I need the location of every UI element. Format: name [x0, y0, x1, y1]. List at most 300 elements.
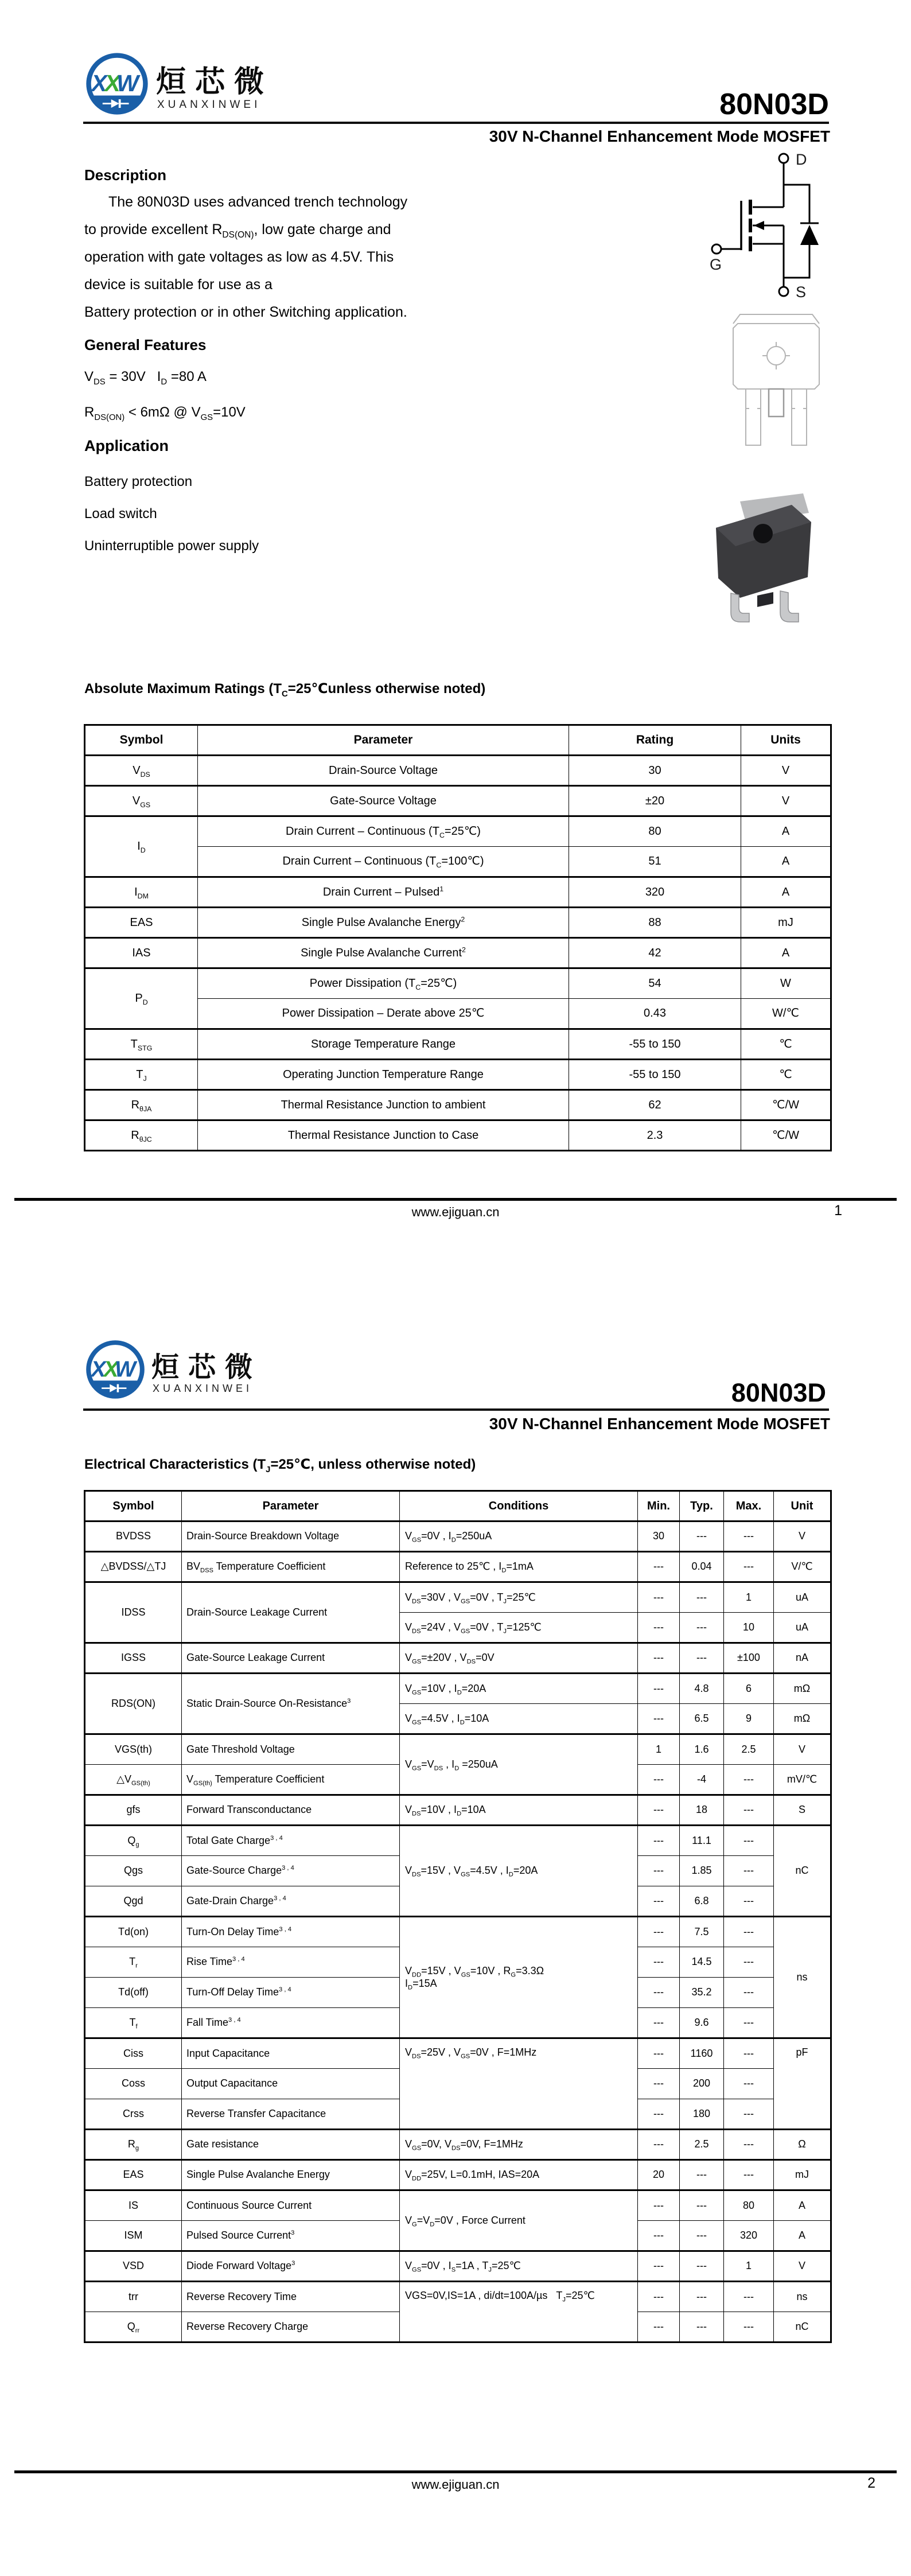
table-cell: --- — [638, 1978, 680, 2008]
column-header: Parameter — [198, 725, 569, 756]
table-cell: --- — [724, 2160, 774, 2190]
table-cell: Drain-Source Leakage Current — [182, 1582, 400, 1643]
logo-letter: X — [91, 1357, 106, 1382]
table-row — [85, 2130, 831, 2160]
table-cell: Drain Current – Continuous $(T_C=100℃)$ — [198, 847, 569, 877]
table-cell: --- — [638, 1826, 680, 1856]
table-cell: Turn-On Delay Time$^{3 , 4}$ — [182, 1917, 400, 1947]
table-cell: Gate Threshold Voltage — [182, 1734, 400, 1765]
table-cell: Output Capacitance — [182, 2069, 400, 2099]
table-cell: RDS(ON) — [85, 1674, 182, 1734]
table-cell: --- — [638, 2190, 680, 2221]
part-number: 80N03D — [719, 88, 829, 121]
table-cell: Gate-Source Leakage Current — [182, 1643, 400, 1674]
table-cell: △BVDSS/△TJ — [85, 1552, 182, 1582]
electrical-characteristics-table — [84, 1490, 832, 2343]
table-cell: 9.6 — [680, 2008, 724, 2038]
table-cell: Storage Temperature Range — [198, 1029, 569, 1060]
column-header: Symbol — [85, 725, 198, 756]
table-cell: $V_{GS}=0V$, $V_{DS}=0V$, F=1MHz — [400, 2130, 638, 2160]
table-header-row — [85, 1491, 831, 1522]
table-cell: 2.5 — [680, 2130, 724, 2160]
brand-name-cn: 烜芯微 — [156, 65, 274, 99]
table-cell: --- — [724, 1886, 774, 1917]
table-cell: --- — [724, 2312, 774, 2342]
table-row — [85, 1120, 831, 1151]
table-cell: Gate resistance — [182, 2130, 400, 2160]
column-header: Parameter — [182, 1491, 400, 1522]
table-cell: IGSS — [85, 1643, 182, 1674]
column-header: Units — [741, 725, 831, 756]
table-cell: --- — [724, 1522, 774, 1552]
table-cell: $V_{GS}$ — [85, 786, 198, 816]
general-features-heading: General Features — [84, 336, 207, 353]
xxw-logo-icon — [85, 1339, 146, 1400]
table-cell: Fall Time$^{3 , 4}$ — [182, 2008, 400, 2038]
table-cell: 30 — [569, 756, 741, 786]
table-cell: VGS(th) — [85, 1734, 182, 1765]
table-cell: ℃/W — [741, 1120, 831, 1151]
table-cell: --- — [638, 1674, 680, 1704]
table-cell: V — [741, 756, 831, 786]
table-row — [85, 816, 831, 847]
table-cell: IS — [85, 2190, 182, 2221]
table-cell: 200 — [680, 2069, 724, 2099]
table-cell: 1 — [724, 2251, 774, 2282]
table-cell: --- — [680, 2251, 724, 2282]
package-outline-drawing — [716, 310, 834, 450]
xxw-logo-icon — [85, 52, 149, 116]
table-cell: Td(off) — [85, 1978, 182, 2008]
electrical-characteristics-heading: Electrical Characteristics ($T_J=25℃$, unless otherwise noted) — [84, 1457, 476, 1474]
table-cell: $T_J$ — [85, 1060, 198, 1090]
feature-line: $R_{DS(ON)} < 6m\Omega$ @ $V_{GS}=10V$ — [84, 404, 246, 422]
table-cell: ns — [774, 2282, 831, 2312]
table-cell: --- — [638, 1947, 680, 1978]
table-cell: ±20 — [569, 786, 741, 816]
table-cell: ℃ — [741, 1029, 831, 1060]
brand-name-cn: 烜芯微 — [151, 1352, 262, 1383]
footer-rule — [14, 2470, 897, 2473]
table-cell: 6 — [724, 1674, 774, 1704]
body-diode-icon — [800, 225, 819, 245]
table-row — [85, 1795, 831, 1826]
table-cell: 35.2 — [680, 1978, 724, 2008]
table-cell: Continuous Source Current — [182, 2190, 400, 2221]
table-cell: --- — [638, 1795, 680, 1826]
table-cell: --- — [724, 1826, 774, 1856]
table-cell: Static Drain-Source On-Resistance$^3$ — [182, 1674, 400, 1734]
feature-line: $V_{DS} = 30V$ $I_D =80$ A — [84, 369, 207, 387]
terminal-label-gate: G — [710, 256, 722, 273]
table-cell: nC — [774, 2312, 831, 2342]
description-paragraph — [84, 188, 407, 326]
abs-max-ratings-table — [84, 724, 832, 1151]
table-cell: ISM — [85, 2221, 182, 2251]
table-cell: --- — [680, 2312, 724, 2342]
table-cell: $R_{\theta JA}$ — [85, 1090, 198, 1120]
table-cell: V — [741, 786, 831, 816]
table-cell: $V_{DS}=15V$ , $V_{GS}=4.5V$ , $I_D=20A$ — [400, 1826, 638, 1917]
table-cell: $T_f$ — [85, 2008, 182, 2038]
logo-letter: W — [115, 1357, 136, 1382]
table-cell: --- — [638, 1582, 680, 1613]
table-row — [85, 1552, 831, 1582]
table-cell: 9 — [724, 1704, 774, 1734]
table-row — [85, 1029, 831, 1060]
table-cell: --- — [638, 1704, 680, 1734]
table-cell: 2.5 — [724, 1734, 774, 1765]
table-cell: $V_{DD}=15V$ , $V_{GS}=10V$ , $R_G=3.3\Omega$ $I_D=15A$ — [400, 1917, 638, 2038]
table-cell: $V_{DS}=30V$ , $V_{GS}=0V$ , $T_J=25℃$ — [400, 1582, 638, 1613]
table-cell: $Q_g$ — [85, 1826, 182, 1856]
table-row — [85, 1090, 831, 1120]
table-cell: Drain Current – Continuous $(T_C=25℃)$ — [198, 816, 569, 847]
table-cell: $V_{GS}=V_{DS}$ , $I_D =250uA$ — [400, 1734, 638, 1795]
description-heading: Description — [84, 166, 167, 184]
table-cell: 1.6 — [680, 1734, 724, 1765]
table-cell: 51 — [569, 847, 741, 877]
column-header: Symbol — [85, 1491, 182, 1522]
table-cell: Coss — [85, 2069, 182, 2099]
table-row — [85, 1582, 831, 1613]
table-cell: --- — [638, 1643, 680, 1674]
table-cell: 1 — [724, 1582, 774, 1613]
logo-letter: W — [116, 70, 139, 97]
table-cell: --- — [638, 2221, 680, 2251]
table-row — [85, 1734, 831, 1765]
table-cell: ns — [774, 1917, 831, 2038]
footer-rule — [14, 1198, 897, 1201]
table-cell: 42 — [569, 938, 741, 968]
table-cell: 0.43 — [569, 999, 741, 1029]
table-cell: --- — [724, 2069, 774, 2099]
table-row — [85, 1917, 831, 1947]
table-cell: Drain-Source Breakdown Voltage — [182, 1522, 400, 1552]
description-line: operation with gate voltages as low as 4.5V. This — [84, 249, 394, 265]
table-cell: --- — [638, 1886, 680, 1917]
table-cell: IAS — [85, 938, 198, 968]
table-cell: 6.8 — [680, 1886, 724, 1917]
table-cell: W — [741, 968, 831, 999]
table-cell: $I_D$ — [85, 816, 198, 877]
table-cell: $Q_{rr}$ — [85, 2312, 182, 2342]
table-cell: mJ — [774, 2160, 831, 2190]
table-cell: 10 — [724, 1613, 774, 1643]
table-cell: --- — [724, 1947, 774, 1978]
table-cell: --- — [724, 1765, 774, 1795]
table-cell: --- — [638, 2008, 680, 2038]
table-cell: $V_{GS}=\pm 20V$ , $V_{DS}=0V$ — [400, 1643, 638, 1674]
table-cell: --- — [724, 1917, 774, 1947]
table-cell: $R_g$ — [85, 2130, 182, 2160]
table-cell: --- — [638, 2282, 680, 2312]
table-cell: $V_{DS}=10V$ , $I_D=10A$ — [400, 1795, 638, 1826]
table-cell: 180 — [680, 2099, 724, 2130]
table-cell: Ω — [774, 2130, 831, 2160]
table-row — [85, 1643, 831, 1674]
application-item: Uninterruptible power supply — [84, 538, 259, 554]
table-cell: W/℃ — [741, 999, 831, 1029]
table-row — [85, 2038, 831, 2069]
column-header: Conditions — [400, 1491, 638, 1522]
table-cell: Gate-Source Charge$^{3 , 4}$ — [182, 1856, 400, 1886]
table-cell: $T_{STG}$ — [85, 1029, 198, 1060]
table-cell: $V_{DS}$ — [85, 756, 198, 786]
table-cell: $V_{GS}=0V$ , $I_S=1A$ , $T_J=25℃$ — [400, 2251, 638, 2282]
description-line: to provide excellent $R_{DS(ON)}$, low gate charge and — [84, 221, 391, 240]
table-row — [85, 1826, 831, 1856]
table-cell: mJ — [741, 908, 831, 938]
table-cell: V — [774, 1522, 831, 1552]
table-cell: $I_{DM}$ — [85, 877, 198, 908]
application-heading: Application — [84, 437, 169, 454]
table-row — [85, 2160, 831, 2190]
table-cell: --- — [680, 2190, 724, 2221]
table-cell: 4.8 — [680, 1674, 724, 1704]
table-cell: $V_{DS}=24V$ , $V_{GS}=0V$ , $T_J=125℃$ — [400, 1613, 638, 1643]
table-cell: mΩ — [774, 1704, 831, 1734]
table-cell: 0.04 — [680, 1552, 724, 1582]
table-cell: $V_{DS}=25V$ , $V_{GS}=0V$ , F=1MHz — [400, 2038, 638, 2130]
table-cell: S — [774, 1795, 831, 1826]
application-list — [84, 466, 259, 562]
application-item: Battery protection — [84, 474, 193, 489]
table-cell: --- — [638, 2130, 680, 2160]
table-cell: mΩ — [774, 1674, 831, 1704]
terminal-label-source: S — [796, 283, 807, 299]
table-cell: A — [774, 2190, 831, 2221]
table-cell: --- — [638, 2069, 680, 2099]
table-cell: Total Gate Charge$^{3 , 4}$ — [182, 1826, 400, 1856]
table-cell: Input Capacitance — [182, 2038, 400, 2069]
table-cell: VGS=0V,IS=1A , di/dt=100A/µs $T_J=25℃$ — [400, 2282, 638, 2342]
table-cell: $V_G=V_D=0V$ , Force Current — [400, 2190, 638, 2251]
table-cell: --- — [680, 2221, 724, 2251]
table-cell: 2.3 — [569, 1120, 741, 1151]
table-cell: 320 — [724, 2221, 774, 2251]
table-cell: $T_r$ — [85, 1947, 182, 1978]
table-cell: --- — [724, 2008, 774, 2038]
logo-letter: X — [91, 70, 107, 97]
table-cell: --- — [638, 2251, 680, 2282]
table-cell: --- — [724, 2038, 774, 2069]
table-cell: ±100 — [724, 1643, 774, 1674]
table-row — [85, 1522, 831, 1552]
terminal-label-drain: D — [796, 151, 807, 168]
table-cell: 62 — [569, 1090, 741, 1120]
table-cell: BVDSS — [85, 1522, 182, 1552]
application-item: Load switch — [84, 506, 157, 522]
description-line: device is suitable for use as a — [84, 277, 272, 293]
table-cell: 320 — [569, 877, 741, 908]
table-cell: Turn-Off Delay Time$^{3 , 4}$ — [182, 1978, 400, 2008]
table-cell: Diode Forward Voltage$^3$ — [182, 2251, 400, 2282]
table-cell: --- — [724, 2099, 774, 2130]
table-row — [85, 2251, 831, 2282]
description-line: The 80N03D uses advanced trench technology — [108, 194, 408, 210]
part-number: 80N03D — [731, 1378, 826, 1407]
page-subtitle: 30V N-Channel Enhancement Mode MOSFET — [489, 1415, 830, 1433]
table-cell: ℃/W — [741, 1090, 831, 1120]
table-cell: $V_{GS(th)}$ Temperature Coefficient — [182, 1765, 400, 1795]
table-cell: --- — [724, 2130, 774, 2160]
table-cell: 6.5 — [680, 1704, 724, 1734]
table-cell: --- — [680, 1522, 724, 1552]
table-cell: Drain-Source Voltage — [198, 756, 569, 786]
table-cell: 18 — [680, 1795, 724, 1826]
table-cell: --- — [638, 2099, 680, 2130]
table-cell: V — [774, 1734, 831, 1765]
table-cell: Ciss — [85, 2038, 182, 2069]
table-cell: 88 — [569, 908, 741, 938]
table-cell: A — [774, 2221, 831, 2251]
table-row — [85, 908, 831, 938]
page-number: 2 — [867, 2475, 875, 2491]
column-header: Unit — [774, 1491, 831, 1522]
table-cell: Reverse Recovery Charge — [182, 2312, 400, 2342]
table-cell: Qgs — [85, 1856, 182, 1886]
table-cell: 80 — [569, 816, 741, 847]
header-rule — [83, 1408, 829, 1411]
table-cell: --- — [680, 1582, 724, 1613]
column-header: Typ. — [680, 1491, 724, 1522]
table-cell: $V_{DD}=25V$, L=0.1mH, IAS=20A — [400, 2160, 638, 2190]
table-cell: Power Dissipation – Derate above 25℃ — [198, 999, 569, 1029]
table-cell: --- — [680, 1643, 724, 1674]
table-cell: EAS — [85, 2160, 182, 2190]
table-row — [85, 786, 831, 816]
table-cell: --- — [638, 1917, 680, 1947]
table-row — [85, 2190, 831, 2221]
table-cell: Reverse Transfer Capacitance — [182, 2099, 400, 2130]
table-cell: Single Pulse Avalanche Current$^2$ — [198, 938, 569, 968]
table-cell: 30 — [638, 1522, 680, 1552]
table-cell: uA — [774, 1613, 831, 1643]
footer-url: www.ejiguan.cn — [411, 2477, 500, 2492]
table-cell: $V_{GS}=10V$ , $I_D=20A$ — [400, 1674, 638, 1704]
table-cell: Power Dissipation $(T_C=25℃)$ — [198, 968, 569, 999]
table-cell: Pulsed Source Current$^3$ — [182, 2221, 400, 2251]
package-3d-image — [707, 492, 822, 636]
logo-letter: X — [104, 70, 120, 97]
table-cell: Gate-Drain Charge$^{3 , 4}$ — [182, 1886, 400, 1917]
table-cell: Single Pulse Avalanche Energy$^2$ — [198, 908, 569, 938]
table-cell: --- — [638, 1613, 680, 1643]
table-cell: ℃ — [741, 1060, 831, 1090]
table-cell: $V_{GS}=4.5V$ , $I_D=10A$ — [400, 1704, 638, 1734]
brand-name-en: XUANXINWEI — [153, 1383, 253, 1394]
table-cell: Thermal Resistance Junction to ambient — [198, 1090, 569, 1120]
table-cell: --- — [680, 2282, 724, 2312]
table-cell: -55 to 150 — [569, 1029, 741, 1060]
table-cell: mV/℃ — [774, 1765, 831, 1795]
table-cell: pF — [774, 2038, 831, 2130]
table-cell: VSD — [85, 2251, 182, 2282]
table-cell: V/℃ — [774, 1552, 831, 1582]
table-cell: --- — [638, 2038, 680, 2069]
table-cell: -4 — [680, 1765, 724, 1795]
table-cell: Crss — [85, 2099, 182, 2130]
table-cell: A — [741, 877, 831, 908]
table-cell: --- — [680, 1613, 724, 1643]
table-cell: Single Pulse Avalanche Energy — [182, 2160, 400, 2190]
table-row — [85, 877, 831, 908]
logo-letter: X — [103, 1357, 119, 1382]
table-cell: 80 — [724, 2190, 774, 2221]
table-cell: A — [741, 847, 831, 877]
table-cell: $R_{\theta JC}$ — [85, 1120, 198, 1151]
table-cell: 20 — [638, 2160, 680, 2190]
table-cell: 11.1 — [680, 1826, 724, 1856]
table-cell: --- — [724, 1552, 774, 1582]
table-cell: IDSS — [85, 1582, 182, 1643]
table-cell: --- — [638, 1856, 680, 1886]
brand-name-en: XUANXINWEI — [157, 99, 261, 111]
table-cell: 14.5 — [680, 1947, 724, 1978]
table-row — [85, 756, 831, 786]
table-cell: uA — [774, 1582, 831, 1613]
table-cell: A — [741, 816, 831, 847]
table-cell: 1 — [638, 1734, 680, 1765]
table-cell: --- — [638, 2312, 680, 2342]
table-cell: $P_D$ — [85, 968, 198, 1029]
table-cell: Qgd — [85, 1886, 182, 1917]
table-cell: trr — [85, 2282, 182, 2312]
table-cell: --- — [638, 1765, 680, 1795]
channel-arrow-icon — [754, 221, 764, 230]
table-cell: Rise Time$^{3 , 4}$ — [182, 1947, 400, 1978]
table-cell: $V_{GS}=0V$ , $I_D=250uA$ — [400, 1522, 638, 1552]
table-row — [85, 1674, 831, 1704]
table-cell: Td(on) — [85, 1917, 182, 1947]
table-cell: $BV_{DSS}$ Temperature Coefficient — [182, 1552, 400, 1582]
table-row — [85, 938, 831, 968]
column-header: Max. — [724, 1491, 774, 1522]
table-cell: 54 — [569, 968, 741, 999]
table-cell: Gate-Source Voltage — [198, 786, 569, 816]
table-cell: V — [774, 2251, 831, 2282]
table-cell: --- — [638, 1552, 680, 1582]
table-cell: Drain Current – Pulsed$^1$ — [198, 877, 569, 908]
table-row — [85, 2282, 831, 2312]
table-cell: Reverse Recovery Time — [182, 2282, 400, 2312]
table-cell: --- — [724, 1978, 774, 2008]
table-cell: gfs — [85, 1795, 182, 1826]
table-cell: $\triangle V_{GS(th)}$ — [85, 1765, 182, 1795]
table-cell: --- — [724, 1795, 774, 1826]
table-cell: -55 to 150 — [569, 1060, 741, 1090]
table-cell: Reference to 25℃ , $I_D=1mA$ — [400, 1552, 638, 1582]
table-cell: A — [741, 938, 831, 968]
table-header-row — [85, 725, 831, 756]
table-cell: --- — [724, 2282, 774, 2312]
page-subtitle: 30V N-Channel Enhancement Mode MOSFET — [489, 127, 830, 145]
table-row — [85, 968, 831, 999]
table-cell: 1160 — [680, 2038, 724, 2069]
table-cell: --- — [724, 1856, 774, 1886]
footer-url: www.ejiguan.cn — [411, 1205, 500, 1219]
table-cell: 7.5 — [680, 1917, 724, 1947]
abs-max-ratings-heading: Absolute Maximum Ratings ($T_C=25℃unless$ otherwise noted) — [84, 681, 486, 699]
column-header: Rating — [569, 725, 741, 756]
page-number: 1 — [834, 1203, 842, 1219]
column-header: Min. — [638, 1491, 680, 1522]
table-cell: 1.85 — [680, 1856, 724, 1886]
table-cell: Forward Transconductance — [182, 1795, 400, 1826]
table-row — [85, 1060, 831, 1090]
description-line: Battery protection or in other Switching application. — [84, 304, 407, 320]
